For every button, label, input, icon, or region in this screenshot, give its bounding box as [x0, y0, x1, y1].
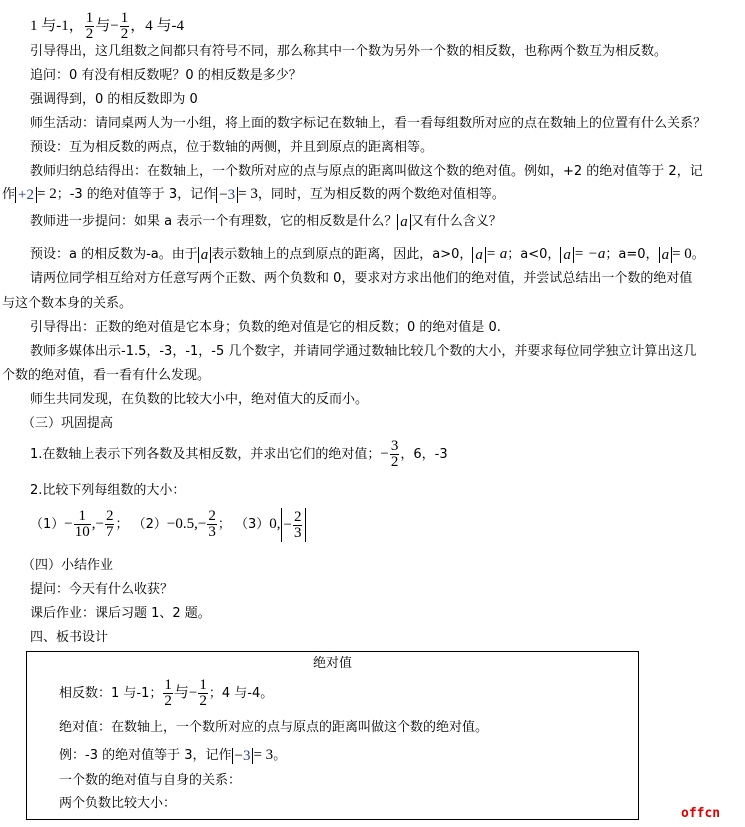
- paragraph: 教师归纳总结得出：在数轴上，一个数所对应的点与原点的距离叫做这个数的绝对值。例如，+2 的绝对值等于 2，记: [30, 164, 703, 179]
- fraction: $\frac{2}{7}$: [105, 508, 114, 540]
- paragraph: 师生共同发现，在负数的比较大小中，绝对值大的反而小。: [30, 392, 369, 407]
- paragraph: 提问：今天有什么收获？: [30, 582, 174, 597]
- fraction: $\frac{1}{10}$: [74, 508, 90, 540]
- pair-text: ，4 与-4: [130, 18, 184, 34]
- fraction: $\frac{3}{2}$: [390, 438, 399, 470]
- board-row-definition: 绝对值：在数轴上，一个数所对应的点与原点的距离叫做这个数的绝对值。: [59, 720, 489, 735]
- abs-value: −3: [232, 748, 254, 764]
- board-row-compare: 两个负数比较大小：: [59, 796, 177, 811]
- abs-value: a: [659, 247, 673, 263]
- board-row-opposites: 相反数：1 与-1； $\frac{1}{2}$ 与− $\frac{1}{2}$ ；4 与-4。: [59, 677, 274, 709]
- watermark-logo: offcn: [681, 806, 721, 821]
- section-heading: 四、板书设计: [30, 630, 109, 645]
- paragraph: 个数的绝对值，看一看有什么发现。: [2, 368, 211, 383]
- paragraph-presupposition: 预设：a 的相反数为-a。由于 a 表示数轴上的点到原点的距离，因此，a>0， a = a；a<0， a = −a；a=0， a = 0。: [30, 246, 705, 263]
- paragraph: 追问：0 有没有相反数呢？0 的相反数是多少？: [30, 68, 302, 83]
- fraction: $\frac{1}{2}$: [85, 10, 94, 42]
- abs-value: −3: [216, 187, 238, 203]
- paragraph: 课后作业：课后习题 1、2 题。: [30, 606, 211, 621]
- abs-value: a: [560, 247, 574, 263]
- exercise-1: 1.在数轴上表示下列各数及其相反数，并求出它们的绝对值；− $\frac{3}{2}$ ，6，-3: [30, 438, 448, 470]
- abs-value: +2: [15, 187, 37, 203]
- section-heading: （三）巩固提高: [22, 416, 114, 431]
- fraction: $\frac{1}{2}$: [120, 10, 129, 42]
- abs-value: a: [198, 247, 212, 263]
- board-row-example: 例：-3 的绝对值等于 3，记作 −3 = 3。: [59, 747, 287, 764]
- pair-text: 与−: [95, 18, 119, 34]
- abs-value: − $\frac{2}{3}$: [281, 508, 307, 542]
- paragraph: 师生活动：请同桌两人为一小组，将上面的数字标记在数轴上，看一看每组数所对应的点在数轴上的位置有什么关系？: [30, 116, 707, 131]
- paragraph: 请两位同学相互给对方任意写两个正数、两个负数和 0，要求对方求出他们的绝对值，并尝试总结出一个数的绝对值: [30, 271, 693, 286]
- board-design-box: [26, 651, 639, 820]
- paragraph: 引导得出：正数的绝对值是它本身；负数的绝对值是它的相反数；0 的绝对值是 0.: [30, 320, 501, 335]
- paragraph: 教师多媒体出示-1.5，-3，-1，-5 几个数字，并请同学通过数轴比较几个数的大小，并要求每位同学独立计算出这几: [30, 344, 697, 359]
- fraction: $\frac{2}{3}$: [293, 508, 302, 541]
- exercise-2: 2.比较下列每组数的大小：: [30, 483, 186, 498]
- paragraph: 预设：互为相反数的两点，位于数轴的两侧，并且到原点的距离相等。: [30, 140, 434, 155]
- opposite-pairs-line: [30, 8, 184, 45]
- board-title: 绝对值: [312, 656, 352, 671]
- pair-text: 1 与-1，: [30, 18, 84, 34]
- paragraph-abs-example: 作 +2 = 2；-3 的绝对值等于 3，记作 −3 = 3，同时，互为相反数的两个数绝对值相等。: [2, 186, 505, 203]
- abs-value: a: [397, 214, 411, 230]
- exercise-2-items: （1）− $\frac{1}{10}$ ,− $\frac{2}{7}$ ； （2）−0.5,− $\frac{2}{3}$ ； （3）0, − $\frac{2}{3}$: [30, 504, 306, 545]
- fraction: $\frac{1}{2}$: [164, 677, 172, 709]
- paragraph: 引导得出，这几组数之间都只有符号不同，那么称其中一个数为另外一个数的相反数，也称两个数互为相反数。: [30, 44, 668, 59]
- paragraph: 与这个数本身的关系。: [2, 296, 133, 311]
- fraction: $\frac{2}{3}$: [208, 508, 216, 540]
- board-row-relation: 一个数的绝对值与自身的关系：: [59, 773, 242, 788]
- paragraph: 强调得到，0 的相反数即为 0: [30, 92, 198, 107]
- section-heading: （四）小结作业: [22, 558, 114, 573]
- abs-value: a: [472, 247, 486, 263]
- fraction: $\frac{1}{2}$: [199, 677, 207, 709]
- paragraph-question: 教师进一步提问：如果 a 表示一个有理数，它的相反数是什么？ a 又有什么含义？: [30, 213, 502, 230]
